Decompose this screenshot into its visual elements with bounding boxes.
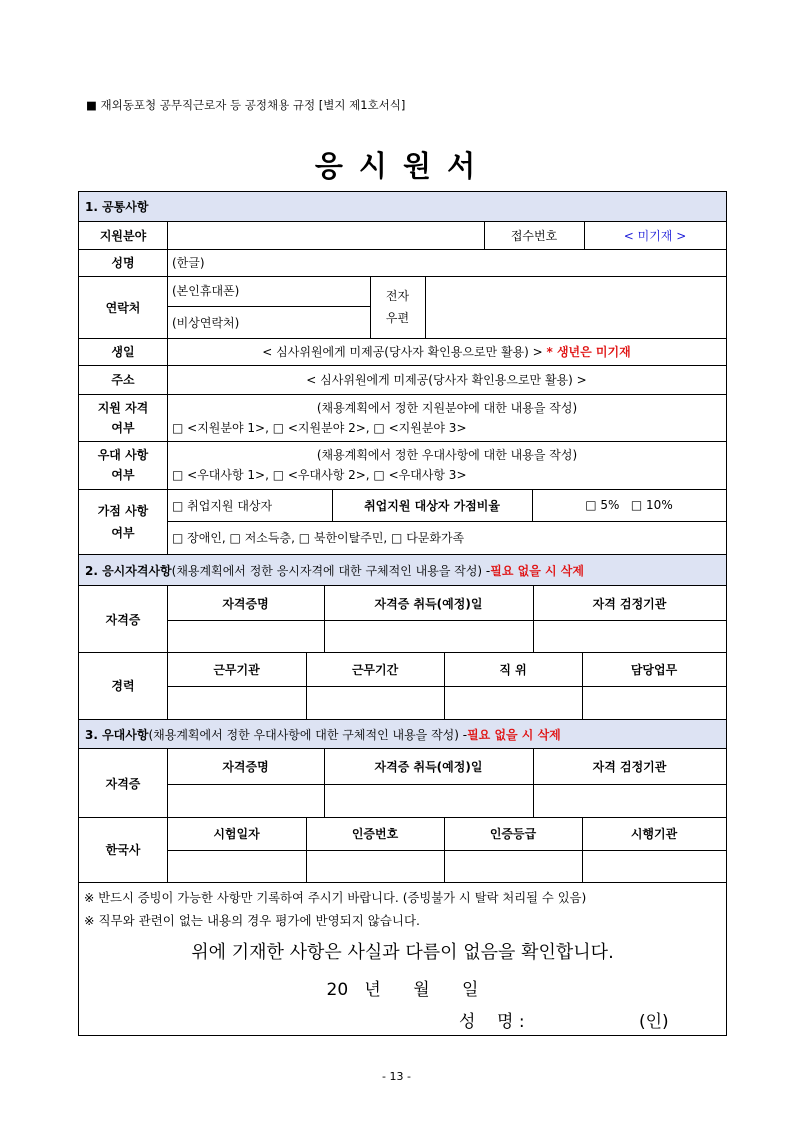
email-label-line2: 우편 <box>385 311 410 325</box>
email-label <box>370 276 425 338</box>
section1-heading: 1. 공통사항 <box>79 192 726 222</box>
name-label: 성명 <box>111 256 135 270</box>
s3-history-date-input[interactable] <box>167 850 306 882</box>
date-line[interactable]: 20 년 월 일 <box>326 979 479 1000</box>
s3-cert-label: 자격증 <box>105 776 141 791</box>
preference-label-line1: 우대 사항 <box>97 448 149 462</box>
birth-warning: * 생년은 미기재 <box>546 345 631 359</box>
email-input[interactable] <box>425 276 726 338</box>
s2-career-col-org: 근무기관 <box>213 662 260 677</box>
s2-career-col-duty: 담당업무 <box>630 662 678 677</box>
bonus-employment-checkbox[interactable]: □ 취업지원 대상자 <box>172 498 273 513</box>
birth-label: 생일 <box>111 345 135 359</box>
s2-cert-col-date: 자격증 취득(예정)일 <box>374 596 483 611</box>
section2-description: (채용계획에서 정한 응시자격에 대한 구체적인 내용을 작성) - <box>171 563 491 578</box>
evidence-note: ※ 반드시 증빙이 가능한 사항만 기록하여 주시기 바랍니다. (증빙불가 시 탈락 처리될 수 있음) <box>84 891 587 905</box>
name-input[interactable]: (한글) <box>172 256 205 270</box>
s2-cert-date-input[interactable] <box>324 620 533 652</box>
section2-heading <box>79 554 726 586</box>
receipt-value: < 미기재 > <box>623 229 687 243</box>
seal-placeholder[interactable]: (인) <box>639 1011 669 1032</box>
s3-cert-col-name: 자격증명 <box>222 760 269 774</box>
s2-career-label: 경력 <box>111 679 135 693</box>
s3-history-label: 한국사 <box>105 843 141 857</box>
s3-history-number-input[interactable] <box>306 850 444 882</box>
s2-cert-col-agency: 자격 검정기관 <box>592 596 667 611</box>
bonus-ratio-options[interactable]: □ 5% □ 10% <box>585 498 673 512</box>
section3-description: (채용계획에서 정한 우대사항에 대한 구체적인 내용을 작성) - <box>148 727 468 742</box>
s2-career-position-input[interactable] <box>444 686 582 719</box>
section2-delete-note: 필요 없을 시 삭제 <box>490 563 584 578</box>
section3-delete-note: 필요 없을 시 삭제 <box>467 727 561 742</box>
qualification-input[interactable] <box>172 394 722 441</box>
emergency-input[interactable]: (비상연락처) <box>172 316 240 330</box>
s3-history-agency-input[interactable] <box>582 850 726 882</box>
signature-label: 성 명 : <box>459 1011 525 1032</box>
qualification-label-line2: 여부 <box>111 420 135 435</box>
s3-cert-date-input[interactable] <box>324 784 533 817</box>
page-title: 응 시 원 서 <box>314 149 479 183</box>
qualification-label-line1: 지원 자격 <box>97 400 149 415</box>
relevance-note: ※ 직무와 관련이 없는 내용의 경우 평가에 반영되지 않습니다. <box>84 913 421 928</box>
birth-input[interactable] <box>167 338 726 365</box>
s2-career-org-input[interactable] <box>167 686 306 719</box>
s3-history-col-agency: 시행기관 <box>630 827 678 841</box>
birth-text: < 심사위원에게 미제공(당사자 확인용으로만 활용) > <box>262 345 543 359</box>
s2-cert-agency-input[interactable] <box>533 620 726 652</box>
email-label-line1: 전자 <box>385 289 410 303</box>
address-input[interactable]: < 심사위원에게 미제공(당사자 확인용으로만 활용) > <box>306 373 587 387</box>
qualification-instruction: (채용계획에서 정한 지원분야에 대한 내용을 작성) <box>316 400 578 415</box>
s2-career-col-position: 직 위 <box>499 662 527 677</box>
bonus-ratio-label: 취업지원 대상자 가점비율 <box>364 498 500 513</box>
s3-history-col-number: 인증번호 <box>351 827 399 841</box>
qualification-label <box>79 394 167 441</box>
s2-career-period-input[interactable] <box>306 686 444 719</box>
s3-cert-col-agency: 자격 검정기관 <box>592 760 667 774</box>
field-input[interactable] <box>167 222 484 249</box>
bonus-label-line2: 여부 <box>111 525 135 540</box>
bonus-label-line1: 가점 사항 <box>97 503 149 518</box>
s3-cert-name-input[interactable] <box>167 784 324 817</box>
preference-instruction: (채용계획에서 정한 우대사항에 대한 내용을 작성) <box>316 448 578 462</box>
section2-title: 2. 응시자격사항 <box>85 563 172 578</box>
s2-cert-label: 자격증 <box>105 612 141 627</box>
s2-cert-name-input[interactable] <box>167 620 324 652</box>
section3-heading <box>79 719 726 749</box>
page-number: - 13 - <box>382 1070 411 1083</box>
s3-cert-col-date: 자격증 취득(예정)일 <box>374 760 483 774</box>
s2-career-duty-input[interactable] <box>582 686 726 719</box>
application-form <box>78 191 727 1036</box>
address-label: 주소 <box>111 373 135 387</box>
s2-career-col-period: 근무기간 <box>351 662 399 677</box>
form-reference-note: ■ 재외동포청 공무직근로자 등 공정채용 규정 [별지 제1호서식] <box>86 98 406 112</box>
confirmation-statement: 위에 기재한 사항은 사실과 다름이 없음을 확인합니다. <box>191 942 614 963</box>
preference-label <box>79 441 167 489</box>
s2-cert-col-name: 자격증명 <box>222 596 269 611</box>
preference-options[interactable]: □ <우대사항 1>, □ <우대사항 2>, □ <우대사항 3> <box>172 468 467 482</box>
preference-label-line2: 여부 <box>111 468 135 482</box>
preference-input[interactable] <box>172 441 722 489</box>
receipt-label: 접수번호 <box>510 229 558 243</box>
bonus-label <box>79 489 167 554</box>
s3-cert-agency-input[interactable] <box>533 784 726 817</box>
mobile-input[interactable]: (본인휴대폰) <box>172 284 240 298</box>
section3-title: 3. 우대사항 <box>85 727 149 742</box>
qualification-options[interactable]: □ <지원분야 1>, □ <지원분야 2>, □ <지원분야 3> <box>172 420 467 435</box>
contact-label: 연락처 <box>105 300 141 315</box>
s3-history-col-grade: 인증등급 <box>489 827 537 841</box>
s3-history-grade-input[interactable] <box>444 850 582 882</box>
field-label: 지원분야 <box>99 229 147 243</box>
s3-history-col-date: 시험일자 <box>213 827 260 841</box>
bonus-other-checkboxes[interactable]: □ 장애인, □ 저소득층, □ 북한이탈주민, □ 다문화가족 <box>172 531 465 545</box>
